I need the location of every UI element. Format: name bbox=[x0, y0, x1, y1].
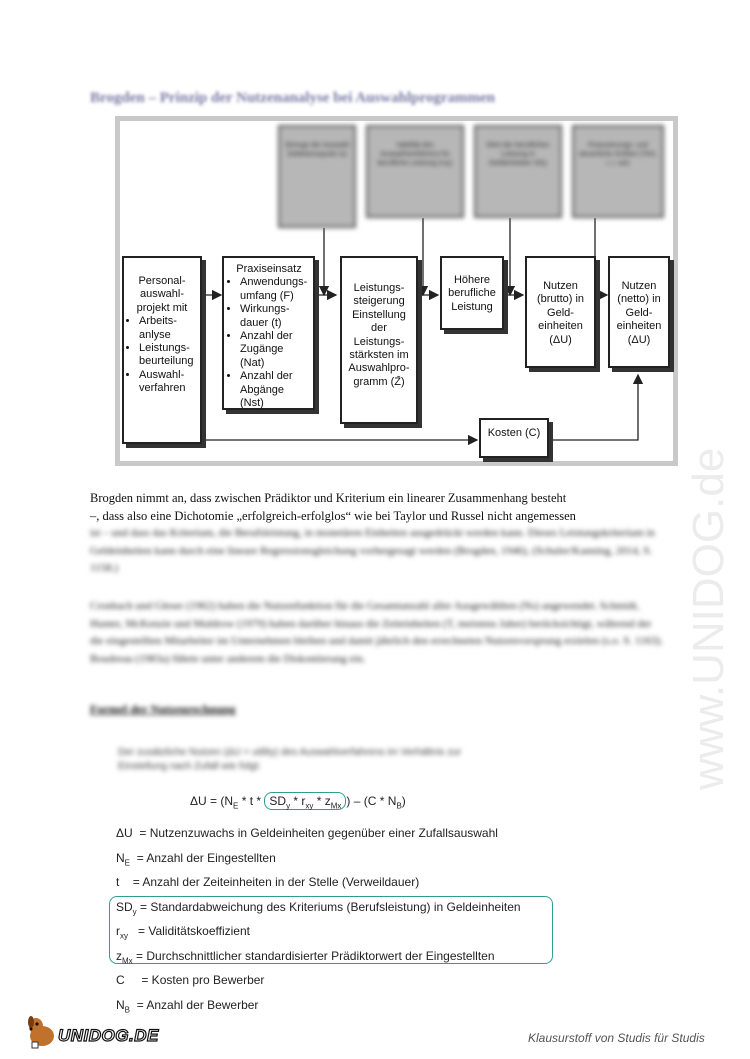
box-projekt-item: • Leistungs-beurteilung bbox=[139, 342, 196, 369]
footer-slogan: Klausurstoff von Studis für Studis bbox=[528, 1031, 705, 1045]
box-praxis-item: • Anzahl der Zugänge (Nat) bbox=[240, 330, 309, 370]
box-projekt-item: • Arbeits-anlyse bbox=[139, 315, 196, 342]
box-hoehere-leistung: Höhere berufliche Leistung bbox=[440, 256, 504, 330]
top-box-validitaet: Validität des Auswahlverfahrens für berufliche Leistung (rxy) bbox=[366, 125, 464, 218]
section-heading: Formel der Nutzenrechnung bbox=[90, 702, 236, 716]
logo-text: UNIDOG.DE bbox=[58, 1026, 159, 1045]
box-kosten: Kosten (C) bbox=[479, 418, 549, 458]
box-praxis-item: • Anzahl der Abgänge (Nst) bbox=[240, 370, 309, 410]
definition-row: $N_B$ = Anzahl der Bewerber bbox=[116, 997, 259, 1014]
definition-row: C = Kosten pro Bewerber bbox=[116, 973, 265, 987]
box-nutzen-brutto: Nutzen (brutto) in Geld-einheiten (ΔU) bbox=[525, 256, 596, 368]
box-projekt-title: Personal-auswahl-projekt mit bbox=[136, 275, 188, 314]
top-box-sdy: Wert der beruflichen Leistung in Geldeinheiten SDy bbox=[474, 125, 562, 218]
formula-equation: $\Delta U = (N_E * t * SD_y * r_{xy} * z_{Mx}$ ) – $(C * N_B)$ bbox=[190, 794, 406, 811]
definition-row: $SD_y$ = Standardabweichung des Kriteriums (Berufsleistung) in Geldeinheiten bbox=[116, 899, 521, 916]
paragraph-1-line-1: Brogden nimmt an, dass zwischen Prädiktor und Kriterium ein linearer Zusammenhang besteht bbox=[90, 491, 567, 505]
watermark bbox=[675, 260, 745, 800]
paragraph-1 bbox=[90, 490, 665, 578]
box-personalauswahlprojekt bbox=[122, 256, 202, 444]
box-projekt-item: • Auswahl-verfahren bbox=[139, 369, 196, 396]
top-box-selektionsquote: Strenge der Auswahl Selektionsquote (s) bbox=[278, 125, 356, 228]
formula-left: ΔU = (N bbox=[190, 794, 234, 808]
paragraph-1-rest: ist – und dass das Kriterium, die Berufsleistung, in monetären Einheiten ausgedrückt werden kann. Dieses Leistungskriterium in Geldeinheiten kann durch eine lineare Regressionsgleichung vorhergesagt werden (Brogden, 1946), (Schuler/Kanning, 2014, S. 1158.) bbox=[90, 527, 655, 574]
diagram-title: Brogden – Prinzip der Nutzenanalyse bei Auswahlprogrammen bbox=[90, 90, 496, 106]
top-box-finanzierung: Finanzierungs- und steuerliche Größen (TAX, i, I, var) bbox=[572, 125, 664, 218]
box-praxis-title: Praxiseinsatz bbox=[236, 263, 302, 275]
paragraph-1-line-2: –, dass also eine Dichotomie „erfolgreich-erfolglos“ wie bei Taylor und Russel nicht angemessen bbox=[90, 508, 576, 523]
watermark-text: www.UNIDOG.de bbox=[684, 447, 733, 790]
unidog-logo bbox=[22, 1012, 182, 1052]
box-nutzen-netto: Nutzen (netto) in Geld-einheiten (ΔU) bbox=[608, 256, 670, 368]
definition-row: ΔU = Nutzenzuwachs in Geldeinheiten gegenüber einer Zufallsauswahl bbox=[116, 826, 498, 840]
paragraph-2: Cronbach und Gleser (1962) haben die Nutzenfunktion für die Gesamtanzahl aller Ausgewählten (Ns) angewendet. Schmidt, Hunter, McKenzie und Muldrow (1979) haben darüber hinaus die Zeiteinheiten (T, meistens Jahre) berücksichtigt, während der die eingestellten Mitarbeiter im Unternehmen bleiben und damit jährlich den errechneten Nutzenvorsprung erzielen (s.o. S. 1163). Boudreau (1983a) führte unter anderem die Diskontierung ein. bbox=[90, 600, 663, 665]
definition-row: $r_{xy}$ = Validitätskoeffizient bbox=[116, 924, 250, 941]
definition-row: $N_E$ = Anzahl der Eingestellten bbox=[116, 850, 276, 867]
box-leistungssteigerung: Leistungs-steigerung Einstellung der Leistungs-stärksten im Auswahlpro-gramm (Z̄) bbox=[340, 256, 418, 424]
box-praxis-item: • Anwendungs-umfang (F) bbox=[240, 276, 309, 303]
formula-highlight: $SD_y * r_{xy} * z_{Mx}$ bbox=[264, 792, 346, 810]
formula-definitions bbox=[116, 826, 556, 1022]
dog-icon bbox=[22, 1012, 62, 1050]
definition-row: $z_{Mx}$ = Durchschnittlicher standardisierter Prädiktorwert der Eingestellten bbox=[116, 948, 495, 965]
formula-intro: Der zusätzliche Nutzen (ΔU = utility) des Auswahlverfahrens im Verhältnis zur Einstellung nach Zufall wie folgt: bbox=[118, 747, 462, 772]
definition-row: t = Anzahl der Zeiteinheiten in der Stelle (Verweildauer) bbox=[116, 875, 420, 889]
box-praxiseinsatz bbox=[222, 256, 315, 410]
box-praxis-item: • Wirkungs-dauer (t) bbox=[240, 303, 309, 330]
